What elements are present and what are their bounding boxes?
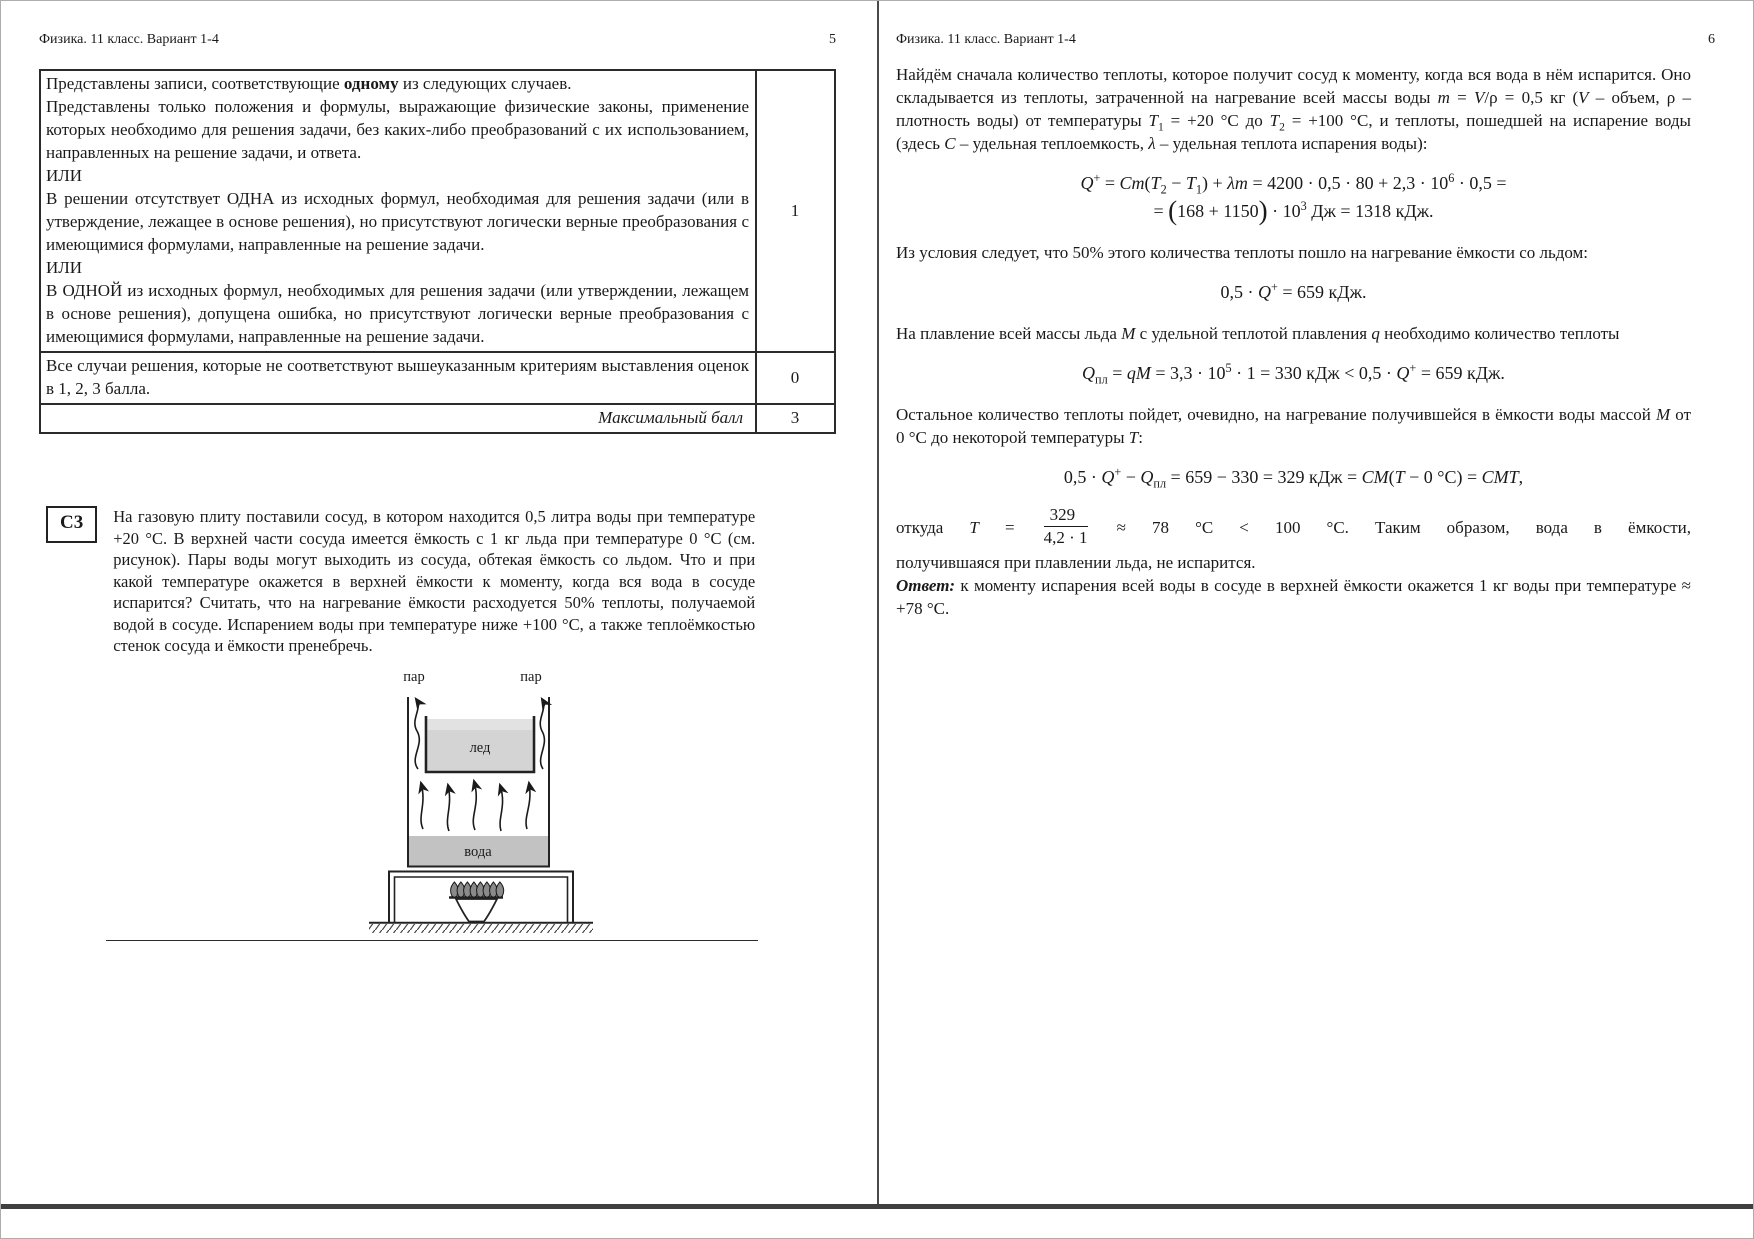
vessel-diagram bbox=[361, 669, 661, 933]
score-cell: 0 bbox=[756, 352, 835, 404]
header-title: Физика. 11 класс. Вариант 1-4 bbox=[896, 32, 1076, 47]
criteria-paragraph: Представлены записи, соответствующие одному из следующих случаев. bbox=[46, 74, 572, 93]
formula-half-q: 0,5 · Q+ = 659 кДж. bbox=[1220, 280, 1367, 302]
solution-paragraph: Из условия следует, что 50% этого количества теплоты пошло на нагревание ёмкости со льдом: bbox=[896, 243, 1589, 262]
burner-flames bbox=[451, 882, 504, 897]
page-5 bbox=[1, 1, 878, 1204]
criteria-paragraph: В решении отсутствует ОДНА из исходных формул, необходимая для решения задачи (или в утверждение, лежащее в основе решения), но присутствуют логически верные преобразования с имеющимися формулами, направленные на решение задачи. bbox=[46, 189, 749, 254]
steam-label-right: пар bbox=[520, 668, 542, 685]
figure-bottom-rule bbox=[106, 940, 758, 941]
criteria-or-label: ИЛИ bbox=[46, 166, 83, 185]
page-6 bbox=[878, 1, 1754, 1204]
steam-labels bbox=[403, 669, 541, 685]
formula-heating: $0,5 \cdot Q^+ - Q_{пл} = 659 - 330 = 329$ кДж = CM(T − 0 °С) = CMT, bbox=[1063, 465, 1524, 491]
formula-line: = $(168 + 1150) \cdot 10^3$ Дж = 1318 кДж. bbox=[1153, 195, 1434, 226]
criteria-text-cell: Все случаи решения, которые не соответствуют вышеуказанным критериям выставления оценок в 1, 2, 3 балла. bbox=[40, 352, 756, 404]
ground-hatch bbox=[369, 922, 593, 932]
scan-bottom-edge bbox=[1, 1204, 1754, 1209]
criteria-text-cell bbox=[40, 70, 756, 352]
ice-label: лед bbox=[469, 739, 491, 756]
water-label: вода bbox=[464, 843, 492, 860]
page-divider bbox=[877, 1, 879, 1204]
criteria-table bbox=[39, 69, 836, 434]
problem-c3 bbox=[46, 506, 836, 657]
solution-paragraph-fraction: откуда T = $\frac{329}{4,2 \cdot 1}$ ≈ 78 °С < 100 °С. Таким образом, вода в ёмкости, bbox=[896, 505, 1691, 548]
problem-text: На газовую плиту поставили сосуд, в котором находится 0,5 литра воды при температуре +20 °С. В верхней части сосуда имеется ёмкость с 1 кг льда при температуре 0 °С (см. рисунок). Пары воды могут выходить из сосуда, обтекая ёмкость со льдом. Что и при какой температуре окажется в верхней ёмкости к моменту, когда вся вода в сосуде испарится? Считать, что на нагревание ёмкости расходуется 50% теплоты, получаемой водой в сосуде. Испарением воды при температуре ниже +100 °С, а также теплоёмкостью стенок сосуда и ёмкости пренебречь. bbox=[113, 507, 756, 655]
steam-label-left: пар bbox=[403, 668, 425, 685]
criteria-paragraph: Представлены только положения и формулы, выражающие физические законы, применение которых необходимо для решения задачи, без каких-либо преобразований с их использованием, направленных на решение задачи, и ответа. bbox=[46, 97, 749, 162]
solution-paragraph: На плавление всей массы льда M с удельной теплотой плавления q необходимо количество теплоты bbox=[896, 324, 1620, 343]
page-header bbox=[39, 31, 836, 49]
table-row-max-score bbox=[40, 404, 835, 433]
formula-line: $Q^+ = Cm(T_2 - T_1) + \lambda m = 4200 \cdot 0,5 \cdot 80 + 2,3 \cdot 10^6 \cdot 0,5$ = bbox=[1080, 171, 1507, 197]
table-row-score-1 bbox=[40, 70, 835, 352]
solution-paragraph: Остальное количество теплоты пойдет, очевидно, на нагревание получившейся в ёмкости воды массой M от 0 °С до некоторой температуры T: bbox=[896, 405, 1691, 447]
criteria-paragraph: В ОДНОЙ из исходных формул, необходимых для решения задачи (или утверждении, лежащем в основе решения), допущена ошибка, но присутствуют логически верные преобразования с имеющимися формулами, направленные на решение задачи. bbox=[46, 281, 749, 346]
vessel-figure bbox=[361, 669, 661, 938]
score-cell: 3 bbox=[756, 404, 835, 433]
solution-paragraph: получившаяся при плавлении льда, не испарится. bbox=[896, 552, 1256, 572]
steam-inner-arrows bbox=[421, 781, 530, 831]
header-title: Физика. 11 класс. Вариант 1-4 bbox=[39, 32, 219, 47]
score-cell: 1 bbox=[756, 70, 835, 352]
ice-container bbox=[426, 716, 534, 772]
page-number: 6 bbox=[1708, 32, 1715, 47]
water-layer bbox=[409, 836, 548, 866]
formula-melting: $Q_{пл}$ = qM = $3,3 \cdot 10^5 \cdot 1 = 330$ кДж < 0,5 · Q+ = 659 кДж. bbox=[1082, 361, 1505, 387]
problem-label-box: С3 bbox=[46, 506, 97, 543]
formula-heat-total bbox=[896, 170, 1691, 224]
table-row-score-0 bbox=[40, 352, 835, 404]
page-header bbox=[896, 31, 1715, 49]
solution-paragraph: Найдём сначала количество теплоты, которое получит сосуд к моменту, когда вся вода в нём испарится. Оно складывается из теплоты, затраченной на нагревание всей массы воды m = V/ρ = 0,5 кг (V – объем, ρ – плотность воды) от температуры $T_1 = +20$ °С до $T_2 = +100$ °С, и теплоты, пошедшей на испарение воды (здесь C – удельная теплоемкость, λ – удельная теплота испарения воды): bbox=[896, 65, 1691, 153]
page-number: 5 bbox=[829, 32, 836, 47]
max-score-label: Максимальный балл bbox=[40, 404, 756, 433]
criteria-or-label: ИЛИ bbox=[46, 258, 83, 277]
answer-paragraph: Ответ: к моменту испарения всей воды в сосуде в верхней ёмкости окажется 1 кг воды при температуре ≈ +78 °С. bbox=[896, 575, 1691, 618]
